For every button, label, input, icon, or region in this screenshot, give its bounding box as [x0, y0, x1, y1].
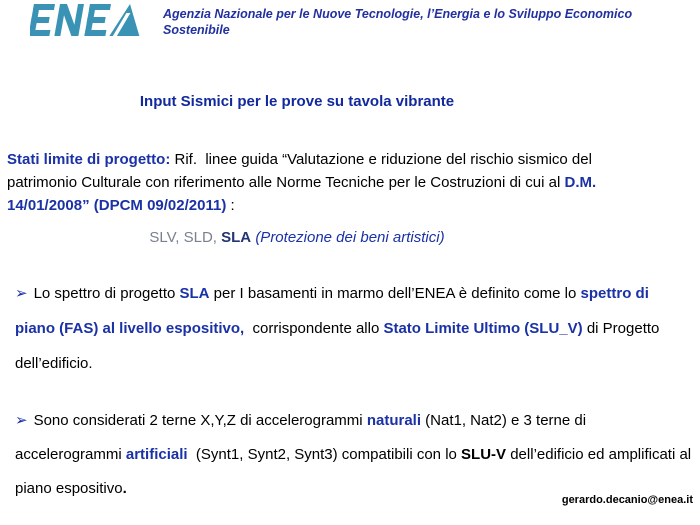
limit-states-sla: SLA — [221, 229, 252, 246]
limit-states-note: (Protezione dei beni artistici) — [255, 229, 445, 246]
bullet1-text-a: Lo spettro di progetto — [33, 285, 180, 302]
bullet2-emphasis-sluv: SLU-V — [461, 446, 507, 463]
bullet-accelerograms — [15, 404, 696, 506]
limit-states-line — [0, 229, 594, 246]
bullet2-text-d: dell’edificio ed amplificati al piano espositivo — [15, 446, 696, 497]
bullet2-emphasis-naturali: naturali — [366, 412, 421, 429]
limit-states-gray: SLV, SLD, — [149, 229, 222, 246]
bullet1-emphasis-slu: Stato Limite Ultimo (SLU_V) — [383, 320, 583, 337]
enea-logo — [30, 4, 142, 37]
bullet1-emphasis-fas: spettro di piano (FAS) al livello espositivo, — [15, 285, 654, 337]
bullet2-text-a: Sono considerati 2 terne X,Y,Z di accelerogrammi — [33, 412, 367, 429]
arrow-bullet-icon: ➢ — [15, 285, 28, 302]
bullet2-emphasis-artificiali: artificiali — [125, 446, 188, 463]
bullet2-text-b: (Nat1, Nat2) e 3 terne di accelerogrammi — [15, 412, 591, 463]
bullet2-text-c: (Synt1, Synt2, Synt3) compatibili con lo — [187, 446, 462, 463]
bullet1-emphasis-sla: SLA — [179, 285, 210, 302]
bullet2-period: . — [122, 480, 127, 497]
author-email: gerardo.decanio@enea.it — [561, 494, 693, 506]
bullet1-text-b: per I basamenti in marmo dell’ENEA è definito come lo — [209, 285, 581, 302]
bullet1-text-c: corrispondente allo — [244, 320, 384, 337]
intro-emphasis-limit-states: Stati limite di progetto: — [7, 151, 171, 168]
intro-colon: : — [226, 197, 235, 214]
bullet1-text-d: di Progetto dell’edificio. — [15, 320, 664, 372]
intro-paragraph — [7, 148, 659, 217]
intro-emphasis-decree: D.M. 14/01/2008” (DPCM 09/02/2011) — [7, 174, 601, 214]
bullet-spectrum — [15, 276, 693, 381]
arrow-bullet-icon: ➢ — [15, 412, 28, 429]
intro-text: Rif. linee guida “Valutazione e riduzione del rischio sismico del patrimonio Culturale con riferimento alle Norme Tecniche per le Costruzioni di cui al — [7, 151, 597, 191]
slide-title: Input Sismici per le prove su tavola vibrante — [139, 93, 455, 110]
agency-name: Agenzia Nazionale per le Nuove Tecnologie, l’Energia e lo Sviluppo Economico Sostenibile — [163, 7, 633, 37]
